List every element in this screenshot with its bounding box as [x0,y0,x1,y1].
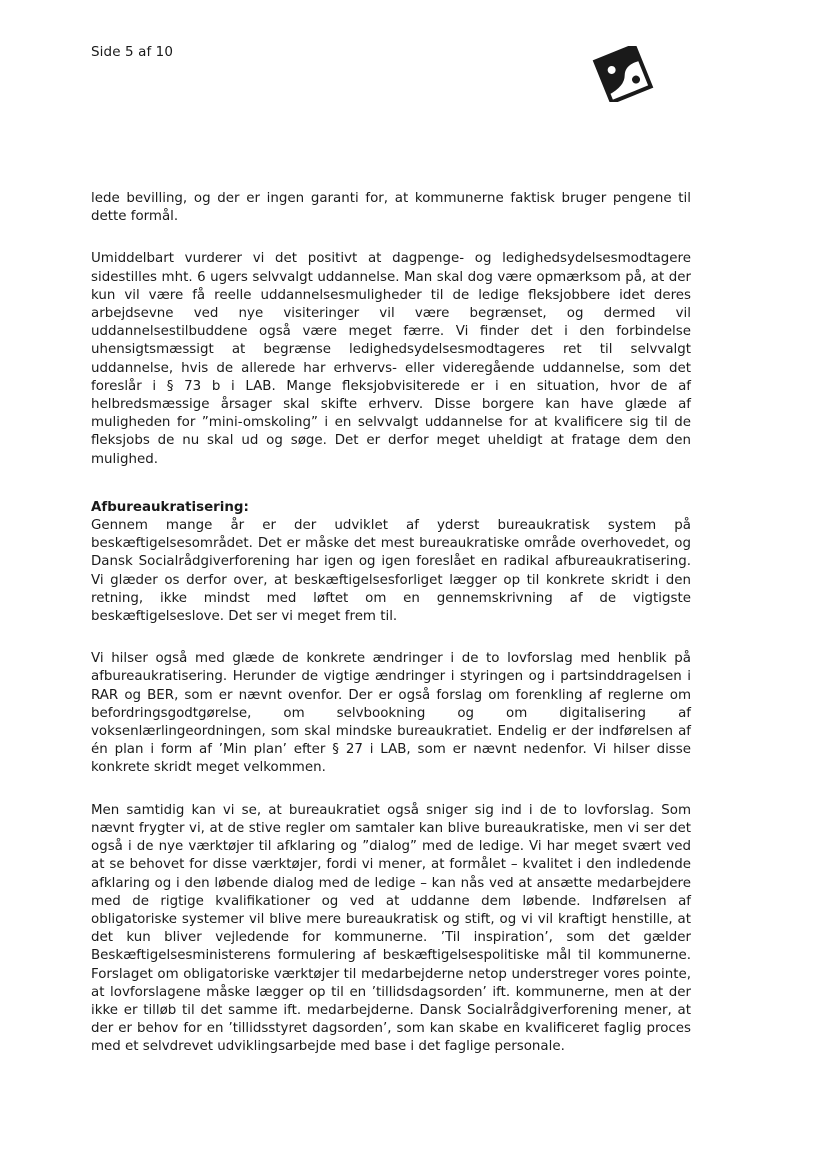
paragraph: lede bevilling, og der er ingen garanti for, at kommunerne faktisk bruger pengene til dette formål. [91,191,691,225]
organization-logo-icon [590,46,656,102]
paragraph: Gennem mange år er der udviklet af yderst bureaukratisk system på beskæftigelsesområdet. Det er måske det mest bureaukratiske område overhovedet, og Dansk Socialrådgiverforening har igen og igen foreslået en radikal afbureaukratisering. Vi glæder os derfor over, at beskæftigelsesforliget lægger op til konkrete skridt i den retning, ikke mindst med løftet om en gennemskrivning af de vigtigste beskæftigelseslove. Det ser vi meget frem til. [91,518,691,625]
document-body [91,190,691,1081]
section-heading: Afbureaukratisering: [91,499,249,515]
paragraph: Umiddelbart vurderer vi det positivt at dagpenge- og ledighedsydelsesmodtagere sidestilles mht. 6 ugers selvvalgt uddannelse. Man skal dog være opmærksom på, at der kun vil være få reelle uddannelsesmuligheder til de ledige fleksjobbere idet deres arbejdsevne ved nye visiteringer vil være begrænset, og dermed vil uddannelsestilbuddene også være meget færre. Vi finder det i den forbindelse uhensigtsmæssigt at begrænse ledighedsydelsesmodtageres ret til selvvalgt uddannelse, hvis de allerede har erhvervs- eller videregående uddannelse, som det foreslår i § 73 b i LAB. Mange fleksjobvisiterede er i en situation, hvor de af helbredsmæssige årsager skal skifte erhverv. Disse borgere kan have glæde af muligheden for ”mini-omskoling” i en selvvalgt uddannelse for at kvalificere sig til de fleksjobs de nu skal ud og søge. Det er derfor meget uheldigt at fratage dem den mulighed. [91,251,691,467]
page-number: Side 5 af 10 [91,44,174,60]
paragraph: Men samtidig kan vi se, at bureaukratiet også sniger sig ind i de to lovforslag. Som nævnt frygter vi, at de stive regler om samtaler kan blive bureaukratiske, men vi ser det også i de nye værktøjer til afklaring og ”dialog” med de ledige. Vi har meget svært ved at se behovet for disse værktøjer, fordi vi mener, at formålet – kvalitet i den indledende afklaring og i den løbende dialog med de ledige – kan nås ved at ansætte medarbejdere med de rigtige kvalifikationer og ved at uddanne dem løbende. Indførelsen af obligatoriske systemer vil blive mere bureaukratisk og stift, og vi vil kraftigt henstille, at det kun bliver vejledende for kommunerne. ’Til inspiration’, som det gælder Beskæftigelsesministerens formulering af beskæftigelsespolitiske mål til kommunerne. Forslaget om obligatoriske værktøjer til medarbejderne netop understreger vores pointe, at lovforslagene måske lægger op til en ’tillidsdagsorden’ ift. kommunerne, men at der ikke er tilløb til det samme ift. medarbejderne. Dansk Socialrådgiverforening mener, at der er behov for en ’tillidsstyret dagsorden’, som kan skabe en kvalificeret faglig proces med et selvdrevet udviklingsarbejde med base i det faglige personale. [91,802,691,1055]
paragraph: Vi hilser også med glæde de konkrete ændringer i de to lovforslag med henblik på afbureaukratisering. Herunder de vigtige ændringer i styringen og i partsinddragelsen i RAR og BER, som er nævnt ovenfor. Der er også forslag om forenkling af reglerne om befordringsgodtgørelse, om selvbookning og om digitalisering af voksenlærlingeordningen, som skal mindske bureaukratiet. Endelig er der indførelsen af én plan i form af ’Min plan’ efter § 27 i LAB, som er nævnt nedenfor. Vi hilser disse konkrete skridt meget velkommen. [91,651,691,776]
